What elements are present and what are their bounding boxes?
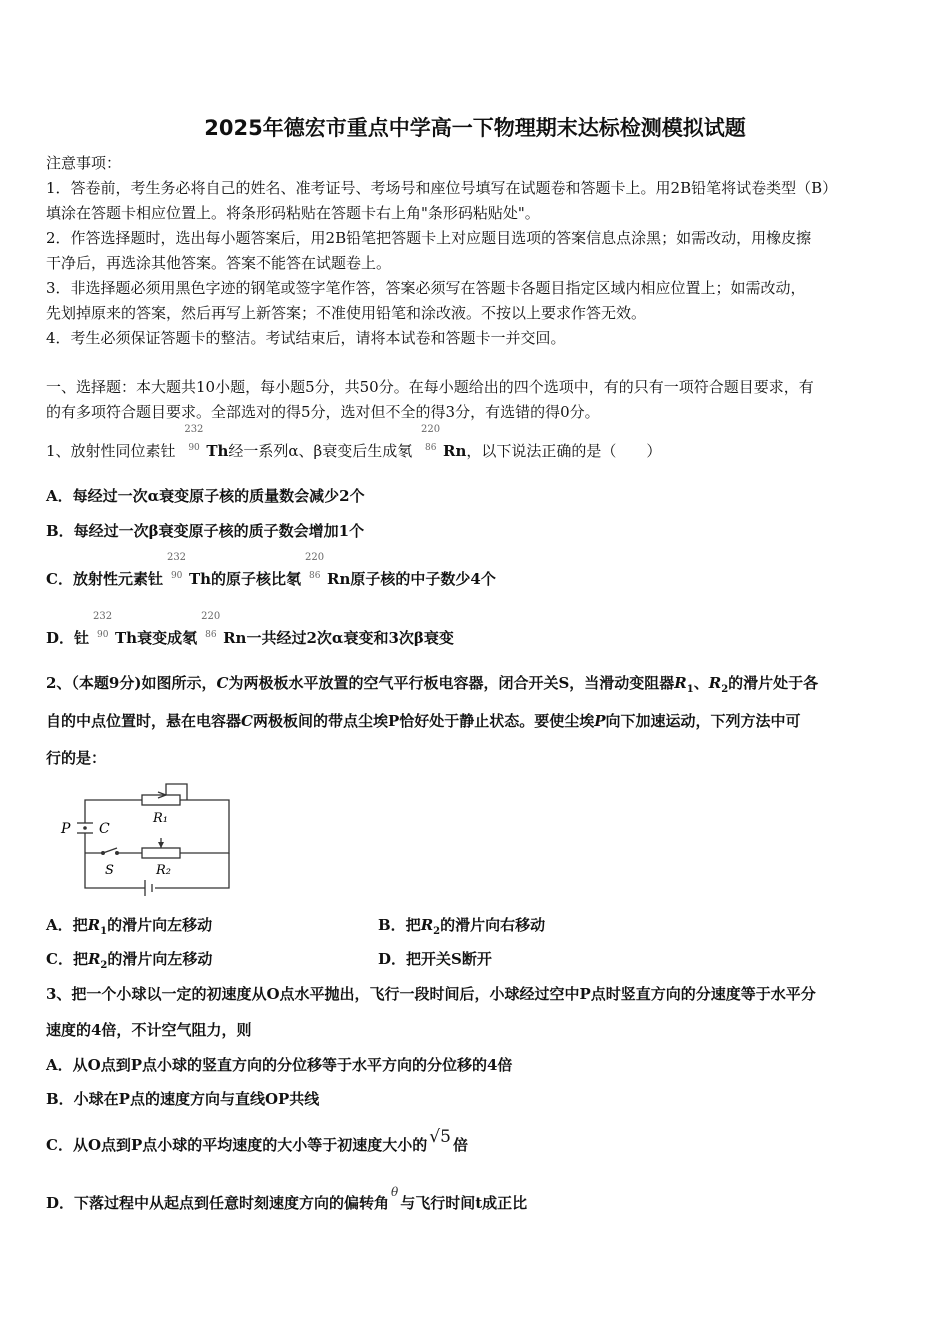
theta-symbol: θ — [391, 1185, 399, 1199]
notice-line: 填涂在答题卡相应位置上。将条形码粘贴在答题卡右上角"条形码粘贴处"。 — [46, 204, 540, 222]
label-p: P — [61, 821, 71, 837]
label-r2: R₂ — [156, 863, 171, 878]
question-1-stem: 1、放射性同位素钍 232 90 Th经一系列α、β衰变后生成氡 220 86 Rn，以下说法正确的是（ ） — [46, 424, 662, 460]
q1-option-a: A．每经过一次α衰变原子核的质量数会减少2个 — [46, 487, 365, 505]
switch-contact — [115, 851, 119, 855]
q2-option-d: D．把开关S断开 — [378, 950, 492, 968]
q1-option-b: B．每经过一次β衰变原子核的质子数会增加1个 — [46, 522, 365, 540]
notice-line: 先划掉原来的答案，然后再写上新答案；不准使用铅笔和涂改液。不按以上要求作答无效。 — [46, 304, 647, 322]
section-instructions: 一、选择题：本大题共10小题，每小题5分，共50分。在每小题给出的四个选项中，有的只有一项符合题目要求，有 — [46, 378, 814, 396]
q1-option-d: D．钍 232 90 Th衰变成氡 220 86 Rn一共经过2次α衰变和3次β衰变 — [46, 611, 454, 647]
notice-line: 4．考生必须保证答题卡的整洁。考试结束后，请将本试卷和答题卡一并交回。 — [46, 329, 566, 347]
dust-particle — [83, 826, 87, 830]
question-2-stem: 自的中点位置时，悬在电容器C两极板间的带点尘埃P恰好处于静止状态。要使尘埃P向下加速运动，下列方法中可 — [46, 712, 801, 730]
notice-line: 干净后，再选涂其他答案。答案不能答在试题卷上。 — [46, 254, 392, 272]
circuit-diagram — [55, 778, 240, 896]
q2-option-b: B．把$R_2$的滑片向右移动 — [378, 916, 546, 937]
label-r1: R₁ — [153, 811, 168, 826]
page-title: 2025年德宏市重点中学高一下物理期末达标检测模拟试题 — [204, 116, 746, 140]
notice-line: 2．作答选择题时，选出每小题答案后，用2B铅笔把答题卡上对应题目选项的答案信息点涂黑；如需改动，用橡皮擦 — [46, 229, 812, 247]
slider-arrow — [158, 842, 164, 848]
question-3-stem: 速度的4倍，不计空气阻力，则 — [46, 1021, 252, 1039]
q3-option-d: D．下落过程中从起点到任意时刻速度方向的偏转角$^\theta$与飞行时间t成正比 — [46, 1185, 528, 1212]
question-2-stem: 2、（本题9分)如图所示，C为两极板水平放置的空气平行板电容器，闭合开关S，当滑动变阻器$R_1$、$R_2$的滑片处于各 — [46, 674, 819, 695]
q3-option-c: C．从O点到P点小球的平均速度的大小等于初速度大小的 √5 倍 — [46, 1127, 468, 1154]
label-c: C — [99, 821, 110, 837]
q2-option-a: A．把$R_1$的滑片向左移动 — [46, 916, 213, 937]
q1-option-c: C．放射性元素钍 232 90 Th的原子核比氡 220 86 Rn原子核的中子数少4个 — [46, 552, 496, 588]
q2-option-c: C．把$R_2$的滑片向左移动 — [46, 950, 213, 971]
label-s: S — [105, 863, 114, 878]
question-3-stem: 3、把一个小球以一定的初速度从O点水平抛出，飞行一段时间后，小球经过空中P点时竖直方向的分速度等于水平分 — [46, 985, 816, 1003]
section-instructions: 的有多项符合题目要求。全部选对的得5分，选对但不全的得3分，有选错的得0分。 — [46, 403, 600, 421]
q3-option-a: A．从O点到P点小球的竖直方向的分位移等于水平方向的分位移的4倍 — [46, 1056, 513, 1074]
notice-heading: 注意事项： — [46, 154, 122, 172]
switch-pivot — [101, 851, 105, 855]
sqrt-5: √5 — [429, 1127, 451, 1147]
notice-line: 3．非选择题必须用黑色字迹的钢笔或签字笔作答，答案必须写在答题卡各题目指定区域内相应位置上；如需改动， — [46, 279, 806, 297]
question-2-stem: 行的是： — [46, 749, 107, 767]
q3-option-b: B．小球在P点的速度方向与直线OP共线 — [46, 1090, 320, 1108]
notice-line: 1．答卷前，考生务必将自己的姓名、准考证号、考场号和座位号填写在试题卷和答题卡上。用2B铅笔将试卷类型（B） — [46, 179, 838, 197]
isotope-th: 232 90 — [184, 424, 204, 453]
isotope-rn: 220 86 — [421, 424, 441, 453]
